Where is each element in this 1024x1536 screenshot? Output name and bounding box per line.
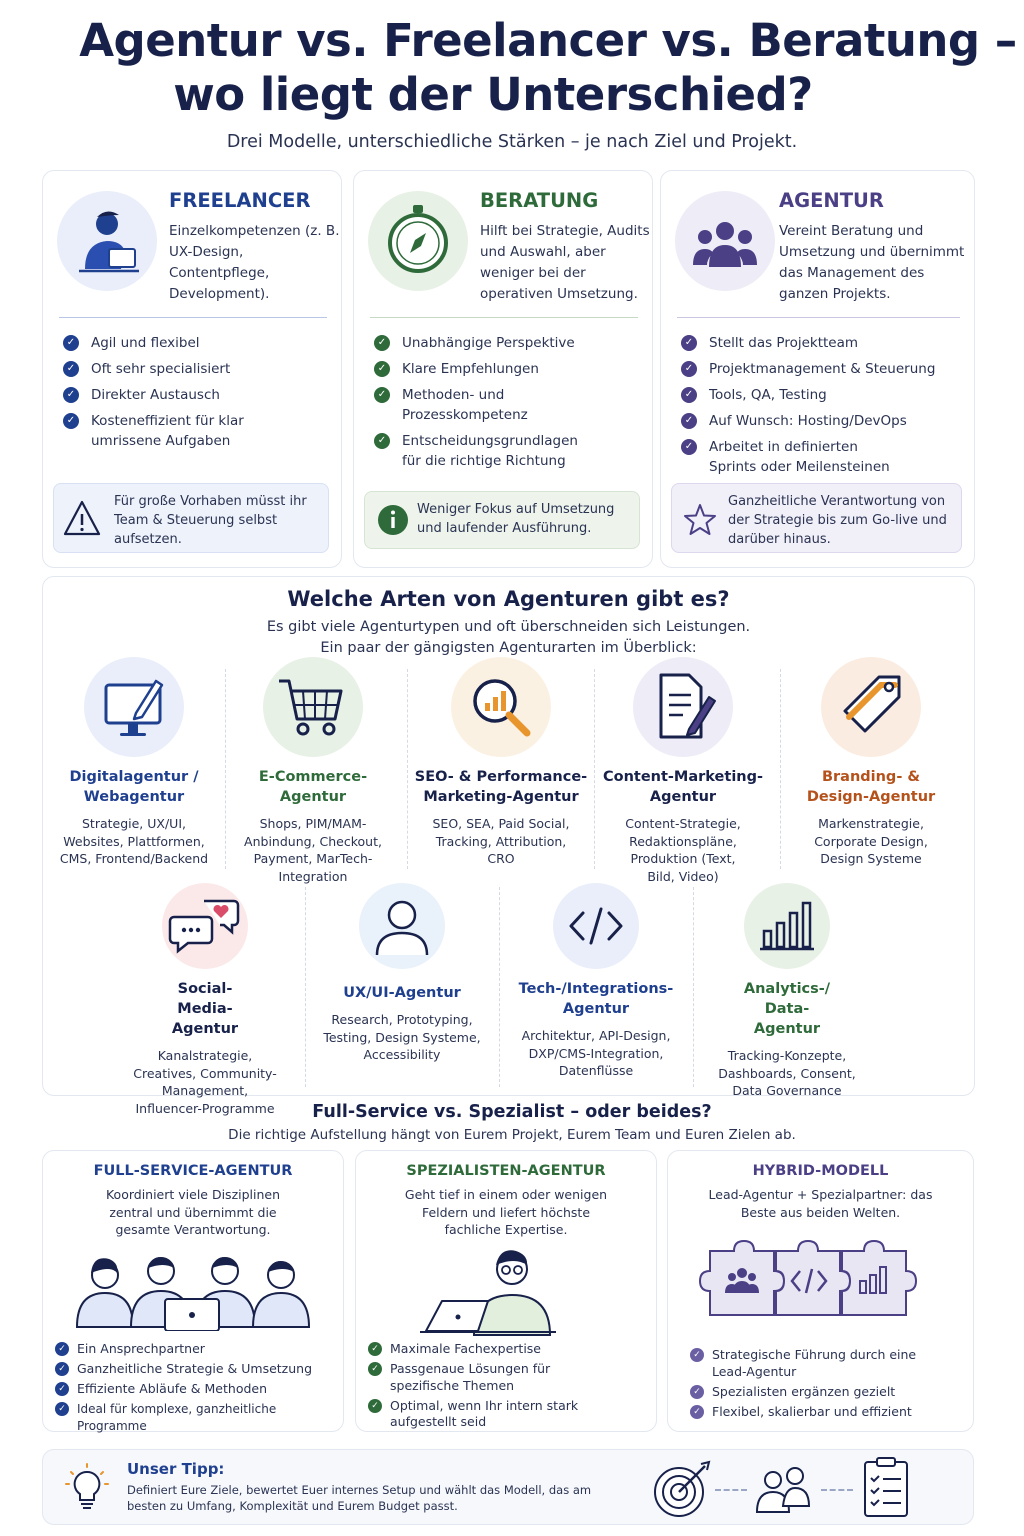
tip-box — [42, 1449, 974, 1525]
check-icon: ✓ — [681, 387, 697, 403]
divider — [305, 887, 306, 1087]
card-specialist — [355, 1150, 657, 1432]
model-card-agentur — [660, 170, 975, 568]
check-icon: ✓ — [63, 361, 79, 377]
check-icon: ✓ — [690, 1405, 704, 1419]
note-box — [671, 483, 962, 553]
person-laptop-icon — [57, 191, 157, 291]
model-title: FREELANCER — [169, 189, 311, 212]
header — [0, 14, 1024, 152]
list-item: ✓ Ein Ansprechpartner — [55, 1341, 337, 1358]
tip-text: Definiert Eure Ziele, bewertet Euer internes Setup und wählt das Modell, das am besten zu Umfang, Komplexität und Eurem Budget passt. — [127, 1483, 592, 1513]
target-icon — [649, 1460, 713, 1520]
agency-name: E-Commerce-Agentur — [258, 769, 368, 805]
check-icon: ✓ — [681, 335, 697, 351]
check-icon: ✓ — [63, 413, 79, 429]
agency-ecommerce — [223, 657, 403, 885]
agency-tech — [506, 883, 686, 1080]
agency-name: Analytics-/ Data-Agentur — [743, 981, 831, 1037]
card-desc: Geht tief in einem oder wenigen Feldern und liefert höchste fachliche Expertise. — [404, 1187, 608, 1237]
agency-desc: Shops, PIM/MAM-Anbindung, Checkout, Payment, MarTech-Integration — [244, 816, 382, 884]
agency-desc: Tracking-Konzepte, Dashboards, Consent, Data Governance — [718, 1048, 856, 1098]
list-item: ✓ Effiziente Abläufe & Methoden — [55, 1381, 337, 1398]
cart-icon — [263, 657, 363, 757]
check-icon: ✓ — [374, 361, 390, 377]
model-card-freelancer — [42, 170, 342, 568]
check-icon: ✓ — [374, 387, 390, 403]
agency-desc: Content-Strategie, Redaktionspläne, Produktion (Text, Bild, Video) — [625, 816, 741, 884]
list-item: ✓ Auf Wunsch: Hosting/DevOps — [681, 411, 964, 431]
agency-social — [115, 883, 295, 1117]
star-icon — [680, 496, 720, 540]
agency-desc: SEO, SEA, Paid Social, Tracking, Attribution, CRO — [432, 816, 570, 866]
check-icon: ✓ — [681, 361, 697, 377]
list-item: ✓ Agil und flexibel — [63, 333, 331, 353]
user-icon — [359, 883, 445, 969]
check-icon: ✓ — [55, 1362, 69, 1376]
agency-name: Digitalagentur / Webagentur — [69, 769, 199, 805]
card-title: HYBRID-MODELL — [752, 1163, 889, 1179]
specialist-illustration — [416, 1241, 566, 1336]
team-illustration — [73, 1241, 313, 1331]
model-card-beratung — [353, 170, 653, 568]
section-title: Full-Service vs. Spezialist – oder beides? — [312, 1102, 712, 1122]
tag-icon — [821, 657, 921, 757]
agency-content — [593, 657, 773, 885]
agency-seo — [409, 657, 593, 868]
model-desc: Einzelkompetenzen (z. B. UX-Design, Contentpflege, Development). — [169, 223, 340, 302]
section-subtitle: Es gibt viele Agenturtypen und oft überschneiden sich Leistungen. Ein paar der gängigsten Agenturarten im Überblick: — [266, 619, 751, 656]
feature-list — [681, 333, 964, 483]
list-item: ✓ Kosteneffizient für klar umrissene Aufgaben — [63, 411, 331, 451]
check-icon: ✓ — [374, 335, 390, 351]
monitor-pen-icon — [84, 657, 184, 757]
card-desc: Lead-Agentur + Spezialpartner: das Beste aus beiden Welten. — [708, 1187, 933, 1220]
card-full-service — [42, 1150, 344, 1432]
model-title: AGENTUR — [779, 189, 884, 212]
check-icon: ✓ — [368, 1342, 382, 1356]
check-icon: ✓ — [690, 1348, 704, 1362]
divider — [59, 317, 327, 318]
connector-line — [715, 1489, 747, 1491]
card-title: SPEZIALISTEN-AGENTUR — [406, 1163, 606, 1179]
section-title: Welche Arten von Agenturen gibt es? — [287, 587, 730, 611]
model-desc: Hilft bei Strategie, Audits und Auswahl, aber weniger bei der operativen Umsetzung. — [480, 223, 650, 302]
compass-icon — [368, 191, 468, 291]
card-title: FULL-SERVICE-AGENTUR — [93, 1163, 293, 1179]
list-item: ✓ Optimal, wenn Ihr intern stark aufgestellt seid — [368, 1398, 650, 1431]
list-item: ✓ Projektmanagement & Steuerung — [681, 359, 964, 379]
feature-list — [55, 1341, 337, 1438]
divider — [677, 317, 960, 318]
check-icon: ✓ — [55, 1402, 69, 1416]
connector-line — [821, 1489, 853, 1491]
list-item: ✓ Ganzheitliche Strategie & Umsetzung — [55, 1361, 337, 1378]
list-item: ✓ Flexibel, skalierbar und effizient — [690, 1404, 967, 1421]
agency-name: SEO- & Performance-Marketing-Agentur — [414, 769, 588, 805]
agency-desc: Strategie, UX/UI, Websites, Plattformen, CMS, Frontend/Backend — [59, 816, 209, 866]
check-icon: ✓ — [374, 433, 390, 449]
check-icon: ✓ — [690, 1385, 704, 1399]
document-pen-icon — [633, 657, 733, 757]
agency-desc: Research, Prototyping, Testing, Design Systeme, Accessibility — [323, 1012, 481, 1062]
note-text: Ganzheitliche Verantwortung von der Strategie bis zum Go-live und darüber hinaus. — [728, 494, 947, 547]
checklist-icon — [861, 1456, 911, 1518]
list-item: ✓ Spezialisten ergänzen gezielt — [690, 1384, 967, 1401]
divider — [499, 887, 500, 1087]
people-icon — [753, 1462, 813, 1518]
list-item: ✓ Tools, QA, Testing — [681, 385, 964, 405]
info-icon — [373, 500, 413, 544]
divider — [370, 317, 638, 318]
feature-list — [374, 333, 642, 477]
agency-name: Content-Marketing-Agentur — [602, 769, 764, 805]
note-text: Für große Vorhaben müsst ihr Team & Steuerung selbst aufsetzen. — [114, 494, 307, 547]
note-text: Weniger Fokus auf Umsetzung und laufender Ausführung. — [417, 502, 615, 536]
card-desc: Koordiniert viele Disziplinen zentral und übernimmt die gesamte Verantwortung. — [105, 1187, 281, 1237]
list-item: ✓ Klare Empfehlungen — [374, 359, 642, 379]
agency-name: Tech-/Integrations-Agentur — [518, 981, 674, 1017]
agency-desc: Markenstrategie, Corporate Design, Design Systeme — [814, 816, 928, 866]
agency-uxui — [312, 883, 492, 1064]
check-icon: ✓ — [368, 1362, 382, 1376]
divider — [693, 887, 694, 1087]
list-item: ✓ Strategische Führung durch eine Lead-Agentur — [690, 1347, 967, 1380]
list-item: ✓ Oft sehr specialisiert — [63, 359, 331, 379]
agency-digital — [44, 657, 224, 868]
page-subtitle: Drei Modelle, unterschiedliche Stärken – je nach Ziel und Projekt. — [226, 132, 798, 152]
feature-list — [63, 333, 331, 457]
check-icon: ✓ — [681, 439, 697, 455]
check-icon: ✓ — [55, 1342, 69, 1356]
agency-analytics — [697, 883, 877, 1100]
list-item: ✓ Methoden- und Prozesskompetenz — [374, 385, 642, 425]
list-item: ✓ Unabhängige Perspektive — [374, 333, 642, 353]
check-icon: ✓ — [63, 335, 79, 351]
page-title: Agentur vs. Freelancer vs. Beratung – wo liegt der Unterschied? — [79, 14, 1017, 121]
section-subtitle: Die richtige Aufstellung hängt von Eurem Projekt, Eurem Team und Euren Zielen ab. — [228, 1127, 796, 1143]
check-icon: ✓ — [63, 387, 79, 403]
note-box — [53, 483, 329, 553]
agency-name: UX/UI-Agentur — [343, 985, 461, 1001]
check-icon: ✓ — [681, 413, 697, 429]
agency-desc: Architektur, API-Design, DXP/CMS-Integration, Datenflüsse — [521, 1028, 671, 1078]
card-hybrid — [667, 1150, 974, 1432]
list-item: ✓ Direkter Austausch — [63, 385, 331, 405]
tip-title: Unser Tipp: — [127, 1460, 225, 1478]
agency-name: Social-Media-Agentur — [171, 981, 239, 1037]
list-item: ✓ Ideal für komplexe, ganzheitliche Programme — [55, 1401, 337, 1434]
puzzle-illustration — [698, 1237, 923, 1327]
check-icon: ✓ — [368, 1399, 382, 1413]
magnifier-chart-icon — [451, 657, 551, 757]
check-icon: ✓ — [55, 1382, 69, 1396]
divider — [407, 669, 408, 869]
list-item: ✓ Entscheidungsgrundlagen für die richtige Richtung — [374, 431, 642, 471]
agency-desc: Kanalstrategie, Creatives, Community-Management, Influencer-Programme — [133, 1048, 277, 1116]
model-title: BERATUNG — [480, 189, 599, 212]
list-item: ✓ Arbeitet in definierten Sprints oder Meilensteinen — [681, 437, 964, 477]
list-item: ✓ Maximale Fachexpertise — [368, 1341, 650, 1358]
agency-name: Branding- & Design-Agentur — [806, 769, 936, 805]
feature-list — [690, 1347, 967, 1424]
chat-heart-icon — [162, 883, 248, 969]
model-desc: Vereint Beratung und Umsetzung und übernimmt das Management des ganzen Projekts. — [779, 223, 965, 302]
note-box — [364, 491, 640, 549]
lightbulb-icon — [63, 1462, 111, 1514]
feature-list — [368, 1341, 650, 1434]
agency-branding — [781, 657, 961, 868]
list-item: ✓ Stellt das Projektteam — [681, 333, 964, 353]
code-icon — [553, 883, 639, 969]
warning-icon — [62, 496, 102, 540]
team-icon — [675, 191, 775, 291]
list-item: ✓ Passgenaue Lösungen für spezifische Themen — [368, 1361, 650, 1394]
bar-chart-icon — [744, 883, 830, 969]
